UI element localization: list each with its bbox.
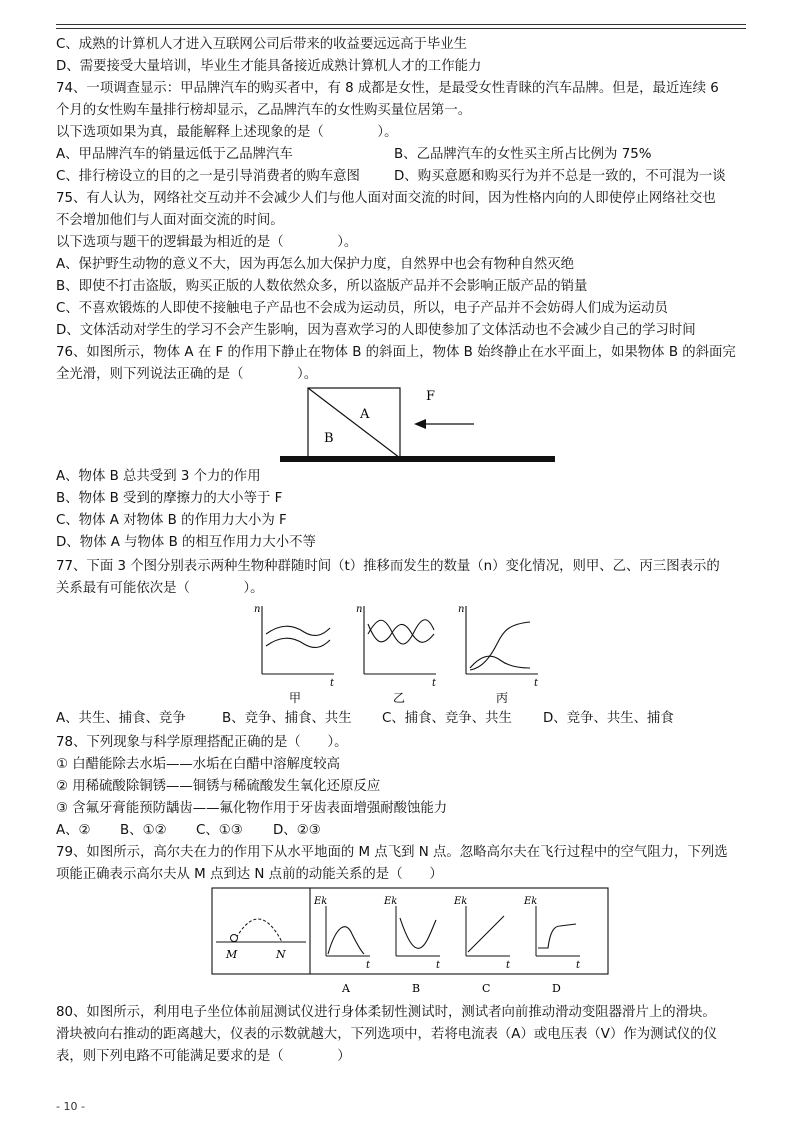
q74-question: 以下选项如果为真，最能解释上述现象的是（ ）。	[56, 125, 398, 140]
population-curve-1	[266, 626, 330, 635]
energy-curve	[400, 918, 436, 948]
q77-option-c: C、捕食、竞争、共生	[382, 711, 512, 726]
q77-stem-line2: 关系最有可能依次是（ ）。	[56, 581, 264, 596]
x-axis-label: t	[576, 960, 581, 971]
x-axis-label: t	[330, 678, 335, 689]
golf-trajectory	[216, 919, 306, 961]
q76-figure	[280, 384, 560, 464]
q74-option-a: A、甲品牌汽车的销量远低于乙品牌汽车	[56, 147, 293, 162]
y-axis-label: Ek	[524, 896, 538, 907]
x-axis-label: t	[366, 960, 371, 971]
q73-option-c: C、成熟的计算机人才进入互联网公司后带来的收益要远远高于毕业生	[56, 37, 468, 52]
y-axis-label: n	[356, 604, 363, 615]
q79-graph-b	[383, 896, 441, 995]
q77-panel-jia	[254, 604, 335, 705]
header-rule-thick	[56, 24, 746, 25]
caption-c: C	[482, 982, 491, 995]
q77-panel-bing	[458, 604, 539, 705]
flight-path	[234, 919, 282, 942]
q77-option-a: A、共生、捕食、竞争	[56, 711, 186, 726]
q79-stem-line1: 79、如图所示，高尔夫在力的作用下从水平地面的 M 点飞到 N 点。忽略高尔夫在飞行过程中的空气阻力，下列选	[56, 845, 728, 860]
label-block-a: A	[360, 407, 370, 422]
y-axis-label: Ek	[314, 896, 328, 907]
q76-option-a: A、物体 B 总共受到 3 个力的作用	[56, 469, 261, 484]
q77-option-d: D、竞争、共生、捕食	[543, 711, 674, 726]
caption-b: B	[412, 982, 421, 995]
y-axis-label: Ek	[384, 896, 398, 907]
population-curve-2	[368, 624, 434, 642]
q74-option-b: B、乙品牌汽车的女性买主所占比例为 75%	[394, 147, 652, 162]
q76-option-c: C、物体 A 对物体 B 的作用力大小为 F	[56, 513, 287, 528]
q75-stem-line1: 75、有人认为，网络社交互动并不会减少人们与他人面对面交流的时间，因为性格内向的人即使停止网络社交也	[56, 191, 716, 206]
figure-frame	[212, 888, 608, 974]
incline-surface	[308, 388, 400, 458]
label-point-m: M	[226, 948, 238, 961]
q78-option-c: C、①③	[196, 823, 243, 838]
q80-stem-line3: 表，则下列电路不可能满足要求的是（ ）	[56, 1049, 351, 1064]
q78-option-b: B、①②	[120, 823, 167, 838]
q79-stem-line2: 项能正确表示高尔夫从 M 点到达 N 点前的动能关系的是（ ）	[56, 867, 443, 882]
q75-question: 以下选项与题干的逻辑最为相近的是（ ）。	[56, 235, 358, 250]
q77-stem-line1: 77、下面 3 个图分别表示两种生物种群随时间（t）推移而发生的数量（n）变化情况，则甲、乙、丙三图表示的	[56, 559, 720, 574]
q75-option-c: C、不喜欢锻炼的人即使不接触电子产品也不会成为运动员，所以，电子产品并不会妨碍人们成为运动员	[56, 301, 668, 316]
y-axis-label: Ek	[454, 896, 468, 907]
q78-stem: 78、下列现象与科学原理搭配正确的是（ ）。	[56, 735, 348, 750]
header-rule-thin	[56, 28, 746, 29]
label-block-b: B	[324, 431, 334, 446]
x-axis-label: t	[506, 960, 511, 971]
x-axis-label: t	[534, 678, 539, 689]
golf-ball	[231, 935, 238, 942]
q75-option-a: A、保护野生动物的意义不大，因为再怎么加大保护力度，自然界中也会有物种自然灭绝	[56, 257, 575, 272]
q78-item-1: ① 白醋能除去水垢——水垢在白醋中溶解度较高	[56, 757, 341, 772]
q79-graph-c	[453, 896, 511, 995]
caption-jia: 甲	[289, 691, 302, 705]
q76-option-b: B、物体 B 受到的摩擦力的大小等于 F	[56, 491, 283, 506]
q79-figure	[210, 886, 610, 998]
q79-graph-a	[313, 896, 371, 995]
q77-panel-yi	[356, 604, 437, 705]
y-axis-label: n	[254, 604, 261, 615]
population-curve-1	[470, 622, 530, 670]
q77-figure	[240, 598, 560, 706]
y-axis-label: n	[458, 604, 465, 615]
page-number: - 10 -	[56, 1100, 85, 1113]
x-axis-label: t	[432, 678, 437, 689]
energy-curve	[538, 924, 576, 948]
q76-stem-line2: 全光滑，则下列说法正确的是（ ）。	[56, 367, 318, 382]
q78-item-3: ③ 含氟牙膏能预防龋齿——氟化物作用于牙齿表面增强耐酸蚀能力	[56, 801, 448, 816]
q73-option-d: D、需要接受大量培训，毕业生才能具备接近成熟计算机人才的工作能力	[56, 59, 482, 74]
x-axis-label: t	[436, 960, 441, 971]
label-point-n: N	[276, 948, 286, 961]
caption-a: A	[342, 982, 350, 995]
q78-option-d: D、②③	[273, 823, 321, 838]
q75-option-d: D、文体活动对学生的学习不会产生影响，因为喜欢学习的人即使参加了文体活动也不会减少自己的学习时间	[56, 323, 696, 338]
ground-surface	[280, 456, 555, 462]
q79-graph-d	[523, 896, 581, 995]
q74-stem-line1: 74、一项调查显示：甲品牌汽车的购买者中，有 8 成都是女性，是最受女性青睐的汽车品牌。但是，最近连续 6	[56, 81, 719, 96]
q78-item-2: ② 用稀硫酸除铜锈——铜锈与稀硫酸发生氧化还原反应	[56, 779, 381, 794]
q74-stem-line2: 个月的女性购车量排行榜却显示，乙品牌汽车的女性购买量位居第一。	[56, 103, 472, 118]
q74-option-d: D、购买意愿和购买行为并不总是一致的，不可混为一谈	[394, 169, 726, 184]
q80-stem-line2: 滑块被向右推动的距离越大，仪表的示数就越大，下列选项中，若将电流表（A）或电压表（V）作为测试仪的仪	[56, 1027, 718, 1042]
q74-option-c: C、排行榜设立的目的之一是引导消费者的购车意图	[56, 169, 360, 184]
energy-curve	[328, 927, 364, 954]
q75-stem-line2: 不会增加他们与人面对面交流的时间。	[56, 213, 284, 228]
energy-curve	[468, 916, 504, 952]
caption-d: D	[552, 982, 561, 995]
label-force-f: F	[426, 389, 436, 404]
population-curve-2	[266, 638, 330, 647]
q76-option-d: D、物体 A 与物体 B 的相互作用力大小不等	[56, 535, 316, 550]
caption-yi: 乙	[393, 691, 406, 705]
q75-option-b: B、即使不打击盗版，购买正版的人数依然众多，所以盗版产品并不会影响正版产品的销量	[56, 279, 588, 294]
q80-stem-line1: 80、如图所示，利用电子坐位体前屈测试仪进行身体柔韧性测试时，测试者向前推动滑动变阻器滑片上的滑块。	[56, 1005, 716, 1020]
q78-option-a: A、②	[56, 823, 91, 838]
caption-bing: 丙	[496, 691, 509, 705]
q77-option-b: B、竞争、捕食、共生	[222, 711, 352, 726]
force-arrowhead	[414, 419, 426, 429]
q76-stem-line1: 76、如图所示，物体 A 在 F 的作用下静止在物体 B 的斜面上，物体 B 始终静止在水平面上，如果物体 B 的斜面完	[56, 345, 736, 360]
